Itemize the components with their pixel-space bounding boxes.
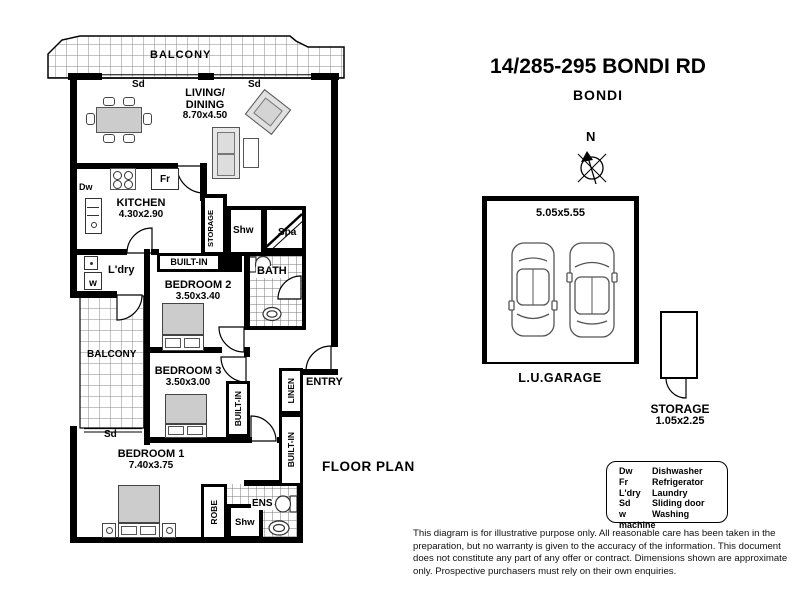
bed-pillows: [165, 424, 207, 438]
wall: [198, 73, 214, 80]
washing-machine-label: w: [89, 278, 97, 289]
wall: [70, 73, 77, 298]
storage-unit-dim-label: 1.05x2.25: [655, 415, 705, 427]
wall: [74, 249, 127, 255]
bath-label: BATH: [257, 265, 287, 277]
legend-row: w Washing machine: [619, 509, 690, 530]
chair-icon: [123, 134, 135, 143]
compass-north-label: N: [586, 129, 596, 144]
bedside-table: [102, 523, 116, 538]
chair-icon: [103, 134, 115, 143]
basin-icon: [274, 525, 285, 532]
built-in-closet: [279, 414, 303, 486]
dishwasher-label: Dw: [79, 182, 93, 192]
disclaimer-text: This diagram is for illustrative purpose only. All reasonable care has been taken in the preparation, but no warranty is given to the accuracy of the information. This document does not constitute any part of any offer or contract. Dimensions shown are approximate only. Prospective purchasers must rely on their own enquiries.: [413, 528, 788, 577]
shower-label: Shw: [235, 517, 255, 528]
fridge-label: Fr: [160, 174, 170, 185]
bedroom1-door-arc: [251, 416, 276, 441]
balcony-top-label: BALCONY: [150, 49, 212, 61]
sliding-door-label: Sd: [248, 79, 261, 90]
sliding-door-label: Sd: [104, 429, 117, 440]
fridge-icon: [151, 168, 179, 190]
linen-label: LINEN: [285, 378, 296, 404]
legend-row: Sd Sliding door: [619, 498, 705, 509]
wall: [244, 347, 250, 357]
linen-closet: [279, 368, 303, 414]
built-in-label: BUILT-IN: [170, 256, 208, 267]
bed: [162, 303, 204, 335]
bedside-table: [162, 523, 176, 538]
legend-row: Fr Refrigerator: [619, 476, 704, 487]
bedroom2-label: BEDROOM 2 3.50x3.40: [164, 279, 232, 302]
compass-icon: [578, 151, 606, 184]
dining-table: [96, 107, 142, 133]
legend-row: L'dry Laundry: [619, 487, 688, 498]
storage-closet-label: STORAGE: [206, 210, 215, 247]
wall: [331, 73, 338, 347]
garage-dim-label: 5.05x5.55: [536, 207, 585, 219]
page-subtitle: BONDI: [572, 87, 624, 103]
floor-plan-label: FLOOR PLAN: [322, 459, 415, 474]
balcony-left-area: [80, 296, 144, 428]
bed-pillows: [118, 523, 160, 538]
stove-icon: [110, 168, 136, 190]
kitchen-label: KITCHEN 4.30x2.90: [116, 197, 166, 220]
coffee-table: [243, 138, 259, 168]
washing-machine-icon: [84, 272, 102, 290]
laundry-label: L'dry: [108, 264, 135, 276]
robe-label: ROBE: [208, 499, 219, 525]
ensuite-label: ENS: [252, 498, 273, 509]
built-in-label: BUILT-IN: [285, 432, 296, 468]
shower-label: Shw: [233, 225, 254, 236]
wall: [70, 291, 117, 298]
balcony-left-label: BALCONY: [87, 349, 137, 360]
living-dining-label: LIVING/ DINING 8.70x4.50: [182, 87, 228, 122]
bed: [118, 485, 160, 523]
chair-icon: [143, 113, 152, 125]
storage-unit-outline: [660, 311, 698, 379]
wall: [70, 426, 77, 543]
garage-label: L.U.GARAGE: [518, 371, 602, 385]
entry-door-arc: [306, 346, 331, 371]
storage-unit-label: STORAGE: [650, 402, 710, 416]
robe-closet: [201, 484, 227, 540]
legend-row: Dw Dishwasher: [619, 466, 703, 476]
bed-pillows: [162, 335, 204, 351]
bath-room: [244, 252, 306, 330]
entry-label: ENTRY: [306, 376, 343, 388]
garage-outline: [482, 196, 639, 364]
legend: [606, 461, 728, 530]
chair-icon: [123, 97, 135, 106]
chair-icon: [103, 97, 115, 106]
page-title: 14/285-295 BONDI RD: [490, 55, 706, 78]
sliding-door-label: Sd: [132, 79, 145, 90]
chair-icon: [86, 113, 95, 125]
bedroom3-label: BEDROOM 3 3.50x3.00: [154, 365, 222, 388]
laundry-tub-icon: [84, 256, 98, 270]
bed: [165, 394, 207, 424]
bedroom1-label: BEDROOM 1 7.40x3.75: [117, 448, 185, 471]
built-in-closet: [226, 381, 250, 437]
bedroom2-door-arc: [219, 327, 244, 352]
built-in-label: BUILT-IN: [232, 391, 243, 427]
spa-label: Spa: [278, 227, 297, 238]
storage-unit-door-arc: [666, 378, 686, 398]
sofa: [212, 127, 240, 179]
toilet-icon: [276, 496, 291, 512]
wall: [303, 369, 338, 375]
